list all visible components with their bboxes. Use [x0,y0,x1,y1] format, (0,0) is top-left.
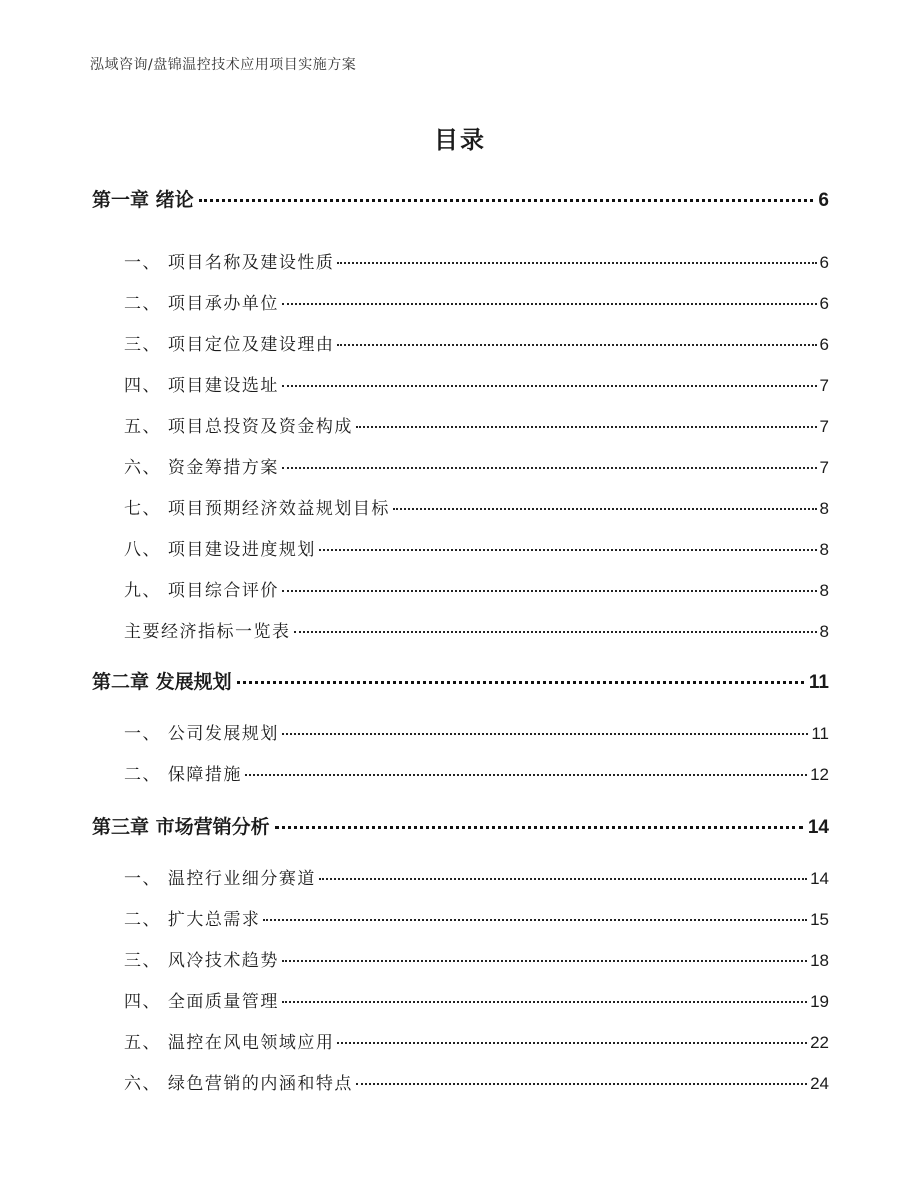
toc-entry-page-number: 11 [811,724,829,743]
toc-section-entry[interactable] [124,535,829,560]
toc-entry-page-number: 8 [819,581,829,600]
toc-entry-page-number: 8 [819,499,829,518]
toc-section-entry[interactable] [124,760,829,785]
toc-entry-label: 二、 扩大总需求 [124,910,261,930]
dot-leader [294,631,817,633]
toc-entry-label: 第一章 绪论 [92,189,194,211]
toc-section-entry[interactable] [124,330,829,355]
toc-section-entry[interactable] [124,412,829,437]
dot-leader [282,303,817,305]
toc-section-entry[interactable] [124,1028,829,1053]
dot-leader [393,508,817,510]
dot-leader [199,199,814,202]
toc-section-entry[interactable] [124,248,829,273]
toc-entry-label: 四、 项目建设选址 [124,376,279,396]
toc-entry-page-number: 14 [810,869,829,888]
toc-chapter-entry[interactable] [92,667,829,694]
toc-entry-page-number: 15 [810,910,829,929]
toc-entry-page-number: 19 [810,992,829,1011]
toc-section-entry[interactable] [124,576,829,601]
dot-leader [245,774,807,776]
dot-leader [282,1001,807,1003]
dot-leader [282,960,807,962]
page-header: 泓域咨询/盘锦温控技术应用项目实施方案 [90,57,357,73]
toc-entry-label: 五、 温控在风电领域应用 [124,1033,335,1053]
toc-section-entry[interactable] [124,864,829,889]
toc-section-entry[interactable] [124,617,829,642]
toc-entry-page-number: 24 [810,1074,829,1093]
toc-entry-label: 一、 项目名称及建设性质 [124,253,335,273]
toc-entry-label: 二、 项目承办单位 [124,294,279,314]
dot-leader [356,426,817,428]
toc-section-entry[interactable] [124,289,829,314]
toc-entry-label: 五、 项目总投资及资金构成 [124,417,353,437]
dot-leader [275,826,803,829]
toc-entry-page-number: 6 [819,335,829,354]
toc-entry-page-number: 6 [818,190,829,211]
toc-entry-page-number: 11 [808,672,829,693]
toc-entry-page-number: 7 [819,458,829,477]
toc-entry-label: 八、 项目建设进度规划 [124,540,316,560]
toc-section-entry[interactable] [124,905,829,930]
toc-section-entry[interactable] [124,453,829,478]
dot-leader [282,385,817,387]
toc-section-entry[interactable] [124,494,829,519]
toc-entry-page-number: 18 [810,951,829,970]
toc-entry-page-number: 8 [819,540,829,559]
dot-leader [337,344,816,346]
toc-entry-page-number: 22 [810,1033,829,1052]
toc-entry-page-number: 6 [819,253,829,272]
toc-entry-page-number: 7 [819,376,829,395]
dot-leader [356,1083,807,1085]
dot-leader [237,681,804,684]
toc-entry-label: 一、 温控行业细分赛道 [124,869,316,889]
dot-leader [282,590,817,592]
toc-entry-page-number: 8 [819,622,829,641]
toc-chapter-entry[interactable] [92,812,829,839]
toc-section-entry[interactable] [124,1069,829,1094]
dot-leader [282,467,817,469]
toc-chapter-entry[interactable] [92,185,829,212]
toc-entry-label: 三、 项目定位及建设理由 [124,335,335,355]
toc-section-entry[interactable] [124,719,829,744]
dot-leader [282,733,808,735]
dot-leader [319,549,817,551]
toc-entry-label: 一、 公司发展规划 [124,724,279,744]
toc-section-entry[interactable] [124,946,829,971]
toc-entry-label: 二、 保障措施 [124,765,242,785]
toc-section-entry[interactable] [124,987,829,1012]
dot-leader [319,878,807,880]
toc-entry-label: 四、 全面质量管理 [124,992,279,1012]
toc-entry-label: 六、 绿色营销的内涵和特点 [124,1074,353,1094]
dot-leader [337,1042,807,1044]
toc-entry-page-number: 6 [819,294,829,313]
dot-leader [337,262,816,264]
toc-entry-page-number: 12 [810,765,829,784]
toc-entry-label: 七、 项目预期经济效益规划目标 [124,499,390,519]
toc-entry-label: 三、 风冷技术趋势 [124,951,279,971]
toc-title: 目录 [434,126,486,154]
toc-entry-label: 第二章 发展规划 [92,671,232,693]
toc-entry-page-number: 14 [807,817,829,838]
toc-entry-label: 六、 资金筹措方案 [124,458,279,478]
dot-leader [263,919,807,921]
toc-entry-page-number: 7 [819,417,829,436]
toc-section-entry[interactable] [124,371,829,396]
toc-entry-label: 九、 项目综合评价 [124,581,279,601]
toc-entry-label: 第三章 市场营销分析 [92,816,270,838]
toc-entry-label: 主要经济指标一览表 [124,622,291,642]
